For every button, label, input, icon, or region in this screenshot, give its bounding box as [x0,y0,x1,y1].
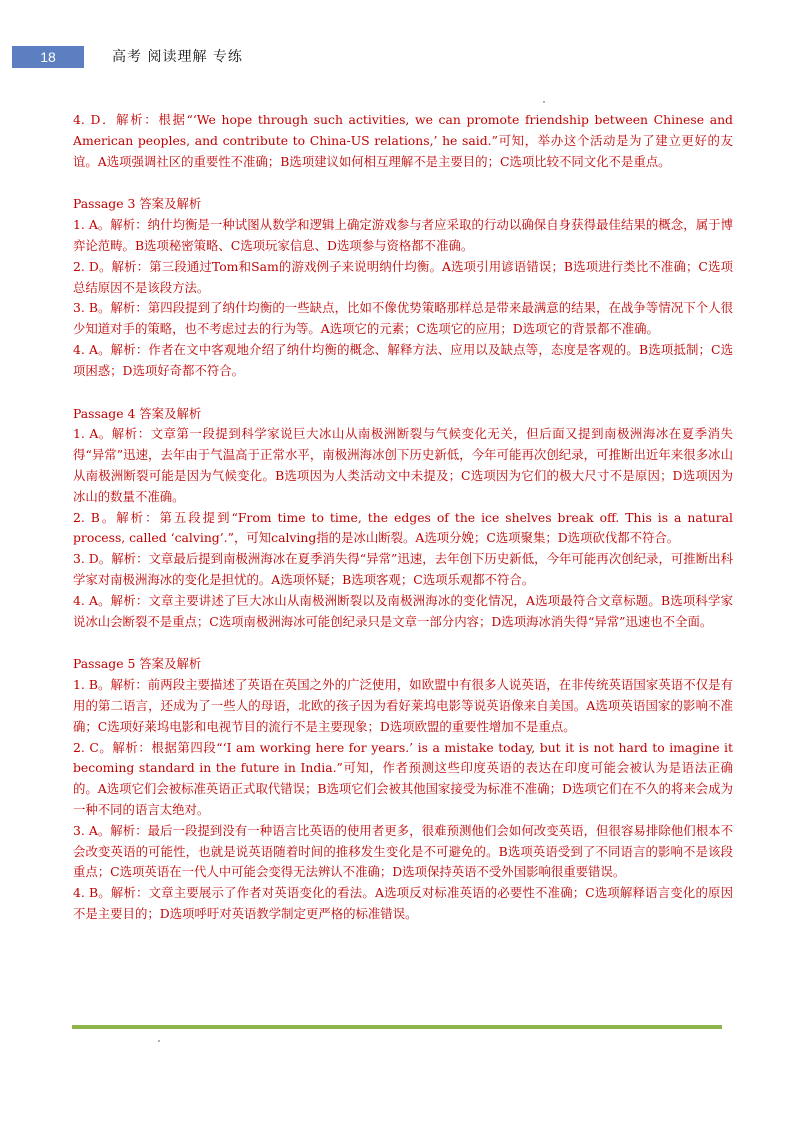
footer-divider [72,1025,722,1029]
answer-item: 4. D．解析：根据“‘We hope through such activities, we can promote friendship between Chinese and American peoples, and contribute to China-US relations,’ he said.”可知，举办这个活动是为了建立更好的友谊。A选项强调社区的重要性不准确；B选项建议如何相互理解不是主要目的；C选项比较不同文化不是重点。 [73,112,733,169]
answer-item: 1. B。解析：前两段主要描述了英语在英国之外的广泛使用，如欧盟中有很多人说英语，在非传统英语国家英语不仅是有用的第二语言，还成为了一些人的母语，北欧的孩子因为看好莱坞电影等说英语像来自美国。A选项英语国家的影响不准确；C选项好莱坞电影和电视节目的流行不是主要现象；D选项欧盟的重要性增加不是重点。 [73,677,733,734]
answer-item: 3. D。解析：文章最后提到南极洲海冰在夏季消失得“异常”迅速，去年创下历史新低，今年可能再次创纪录，可推断出科学家对南极洲海冰的变化是担忧的。A选项怀疑；B选项客观；C选项乐观都不符合。 [73,551,733,587]
section-heading: Passage 5 答案及解析 [73,656,202,672]
answer-item: 3. A。解析：最后一段提到没有一种语言比英语的使用者更多，很难预测他们会如何改变英语，但很容易排除他们根本不会改变英语的可能性，也就是说英语随着时间的推移发生变化是不可避免的。B选项英语受到了不同语言的影响不是该段重点；C选项英语在一代人中可能会变得无法辨认不准确；D选项保持英语不受外国影响很重要错误。 [73,822,733,880]
answer-item: 2. D。解析：第三段通过Tom和Sam的游戏例子来说明纳什均衡。A选项引用谚语错误；B选项进行类比不准确；C选项总结原因不是该段方法。 [73,258,733,295]
speck-mark [158,1040,160,1042]
answer-item: 2. B。解析：第五段提到“From time to time, the edges of the ice shelves break off. This is a natural process, called ‘calving’.”，可知calving指的是冰山断裂。A选项分娩；C选项聚集；D选项砍伐都不符合。 [73,509,733,546]
speck-mark [543,101,545,103]
page-header [0,46,800,68]
answer-item: 1. A。解析：文章第一段提到科学家说巨大冰山从南极洲断裂与气候变化无关，但后面又提到南极洲海冰在夏季消失得“异常”迅速，去年由于气温高于正常水平，南极洲海冰创下历史新低，今年可能再次创纪录，可推断出近年来很多冰山从南极洲断裂可能是因为气候变化。B选项因为人类活动文中未提及；C选项因为它们的极大尺寸不是原因；D选项因为冰山的数量不准确。 [73,426,733,504]
section-heading: Passage 4 答案及解析 [73,405,202,421]
answer-item: 4. B。解析：文章主要展示了作者对英语变化的看法。A选项反对标准英语的必要性不准确；C选项解释语言变化的原因不是主要目的；D选项呼吁对英语教学制定更严格的标准错误。 [73,885,733,921]
book-title: 高考 阅读理解 专练 [112,49,243,65]
answer-item: 4. A。解析：文章主要讲述了巨大冰山从南极洲断裂以及南极洲海冰的变化情况，A选项最符合文章标题。B选项科学家说冰山会断裂不是重点；C选项南极洲海冰可能创纪录只是文章一部分内容；D选项海冰消失得“异常”迅速也不全面。 [73,592,733,629]
answer-item: 2. C。解析：根据第四段“‘I am working here for years.’ is a mistake today, but it is not hard to imagine it becoming standard in the future in India.”可知，作者预测这些印度英语的表达在印度可能会被认为是语法正确的。A选项它们会被标准英语正式取代错误；B选项它们会被其他国家接受为标准不准确；D选项它们在不久的将来会成为一种不同的语言太绝对。 [73,739,733,817]
page-number: 18 [12,46,84,68]
answer-item: 1. A。解析：纳什均衡是一种试图从数学和逻辑上确定游戏参与者应采取的行动以确保自身获得最佳结果的概念，属于博弈论范畴。B选项秘密策略、C选项玩家信息、D选项参与资格都不准确。 [73,217,733,253]
answer-item: 3. B。解析：第四段提到了纳什均衡的一些缺点，比如不像优势策略那样总是带来最满意的结果，在战争等情况下个人很少知道对手的策略，也不考虑过去的行为等。A选项它的元素；C选项它的应用；D选项它的背景都不准确。 [73,300,733,337]
section-heading: Passage 3 答案及解析 [73,196,202,212]
answer-item: 4. A。解析：作者在文中客观地介绍了纳什均衡的概念、解释方法、应用以及缺点等，态度是客观的。B选项抵制；C选项困惑；D选项好奇都不符合。 [73,341,733,378]
answer-content [73,110,733,925]
